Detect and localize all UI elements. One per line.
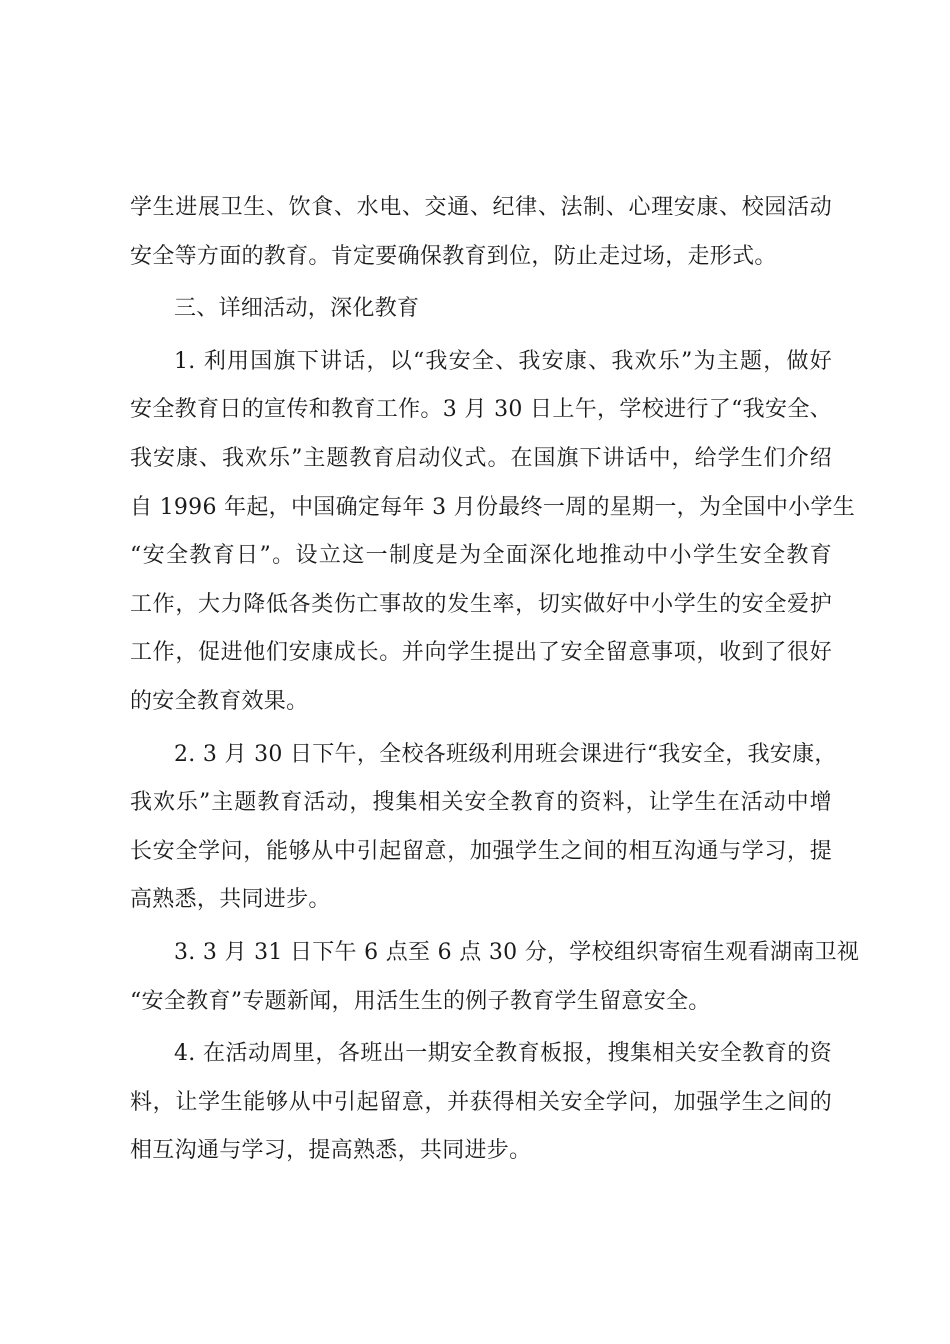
paragraph-line: 高熟悉，共同进步。 (130, 887, 331, 913)
paragraph-line: 4. 在活动周里，各班出一期安全教育板报，搜集相关安全教育的资 (174, 1041, 832, 1067)
paragraph-line: 安全教育日的宣传和教育工作。3 月 30 日上午，学校进行了“我安全、 (130, 397, 832, 423)
paragraph-line: 学生进展卫生、饮食、水电、交通、纪律、法制、心理安康、校园活动 (130, 195, 832, 220)
paragraph-line: 3. 3 月 31 日下午 6 点至 6 点 30 分，学校组织寄宿生观看湖南卫视 (174, 939, 860, 965)
paragraph-line: 我安康、我欢乐”主题教育启动仪式。在国旗下讲话中，给学生们介绍 (130, 445, 832, 471)
paragraph-line: 长安全学问，能够从中引起留意，加强学生之间的相互沟通与学习，提 (130, 838, 832, 864)
paragraph-line: 1. 利用国旗下讲话，以“我安全、我安康、我欢乐”为主题，做好 (174, 348, 832, 374)
paragraph-line: 的安全教育效果。 (130, 688, 309, 714)
paragraph-line: 自 1996 年起，中国确定每年 3 月份最终一周的星期一，为全国中小学生 (130, 494, 856, 520)
paragraph-line: 料，让学生能够从中引起留意，并获得相关安全学问，加强学生之间的 (130, 1089, 832, 1115)
document-body (130, 184, 860, 1176)
paragraph-line: 我欢乐”主题教育活动，搜集相关安全教育的资料，让学生在活动中增 (130, 790, 832, 816)
paragraph-line: 2. 3 月 30 日下午，全校各班级利用班会课进行“我安全，我安康， (174, 741, 837, 767)
section-heading: 三、详细活动，深化教育 (174, 296, 420, 322)
paragraph-line: 安全等方面的教育。肯定要确保教育到位，防止走过场，走形式。 (130, 243, 777, 269)
paragraph-line: 工作，促进他们安康成长。并向学生提出了安全留意事项，收到了很好 (130, 640, 832, 666)
paragraph-line: “安全教育日”。设立这一制度是为全面深化地推动中小学生安全教育 (130, 543, 832, 569)
paragraph-line: “安全教育”专题新闻，用活生生的例子教育学生留意安全。 (130, 988, 711, 1014)
paragraph-line: 工作，大力降低各类伤亡事故的发生率，切实做好中小学生的安全爱护 (130, 591, 832, 617)
paragraph-line: 相互沟通与学习，提高熟悉，共同进步。 (130, 1138, 532, 1164)
